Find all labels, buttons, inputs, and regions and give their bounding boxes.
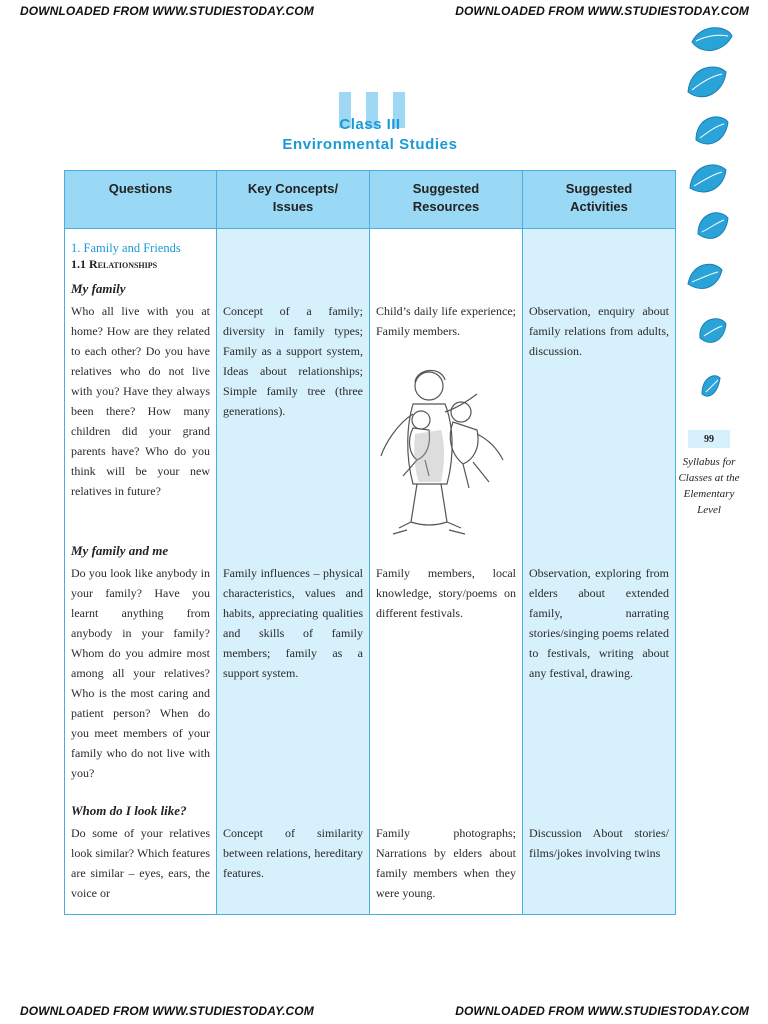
page-title-block <box>0 92 768 152</box>
topic-my-family: My family <box>71 281 126 296</box>
questions-column <box>65 229 217 915</box>
questions-my-family-and-me: Do you look like anybody in your family? Have you learnt anything from anybody in your family? Whom do you admire most among all your relatives? Who is the most caring and patient person? When do you meet members of your family who do not live with you? <box>71 566 210 780</box>
watermark-bottom-right: DOWNLOADED FROM WWW.STUDIESTODAY.COM <box>455 1004 749 1018</box>
syllabus-caption: Syllabus for Classes at the Elementary Level <box>678 456 740 516</box>
page-number: 99 <box>688 430 730 448</box>
concepts-whom-do-i-look-like: Concept of similarity between relations, hereditary features. <box>223 826 363 880</box>
resources-column <box>370 229 523 915</box>
header-key-concepts: Key Concepts/ Issues <box>217 171 370 229</box>
resources-whom-do-i-look-like: Family photographs; Narrations by elders about family members when they were young. <box>376 826 516 900</box>
syllabus-table <box>64 170 676 915</box>
resources-my-family: Child’s daily life experience; Family members. <box>376 304 516 338</box>
header-questions: Questions <box>65 171 217 229</box>
header-suggested-activities: Suggested Activities <box>523 171 676 229</box>
header-suggested-resources: Suggested Resources <box>370 171 523 229</box>
leaf-decoration-icon <box>676 22 740 412</box>
family-illustration-icon <box>377 364 513 542</box>
resources-my-family-and-me: Family members, local knowledge, story/poems on different festivals. <box>376 566 516 620</box>
subsection-title: 1.1 Relationships <box>71 257 158 271</box>
table-header-row <box>65 171 676 229</box>
watermark-top-left: DOWNLOADED FROM WWW.STUDIESTODAY.COM <box>20 4 314 18</box>
questions-whom-do-i-look-like: Do some of your relatives look similar? Which features are similar – eyes, ears, the voice or <box>71 826 210 900</box>
activities-column <box>523 229 676 915</box>
subject-title: Environmental Studies <box>282 136 458 153</box>
watermark-top-right: DOWNLOADED FROM WWW.STUDIESTODAY.COM <box>455 4 749 18</box>
topic-whom-do-i-look-like: Whom do I look like? <box>71 803 187 818</box>
activities-my-family-and-me: Observation, exploring from elders about extended family, narrating stories/singing poems related to festivals, writing about any festival, drawing. <box>529 566 669 680</box>
section-title: 1. Family and Friends <box>71 241 181 255</box>
activities-whom-do-i-look-like: Discussion About stories/ films/jokes involving twins <box>529 826 669 860</box>
concepts-my-family-and-me: Family influences – physical characteristics, values and habits, appreciating qualities and skills of family members; family as a support system. <box>223 566 363 680</box>
activities-my-family: Observation, enquiry about family relations from adults, discussion. <box>529 304 669 358</box>
concepts-my-family: Concept of a family; diversity in family types; Family as a support system, Ideas about relationships; Simple family tree (three generations). <box>223 304 363 418</box>
key-concepts-column <box>217 229 370 915</box>
questions-my-family: Who all live with you at home? How are they related to each other? Do you have relatives who do not live with you? Have they always been there? How many children did your grand parents have? Who do you think will be your new relatives in future? <box>71 304 210 498</box>
table-row <box>65 229 676 915</box>
topic-my-family-and-me: My family and me <box>71 543 169 558</box>
watermark-bottom-left: DOWNLOADED FROM WWW.STUDIESTODAY.COM <box>20 1004 314 1018</box>
class-title: Class III <box>339 116 401 133</box>
